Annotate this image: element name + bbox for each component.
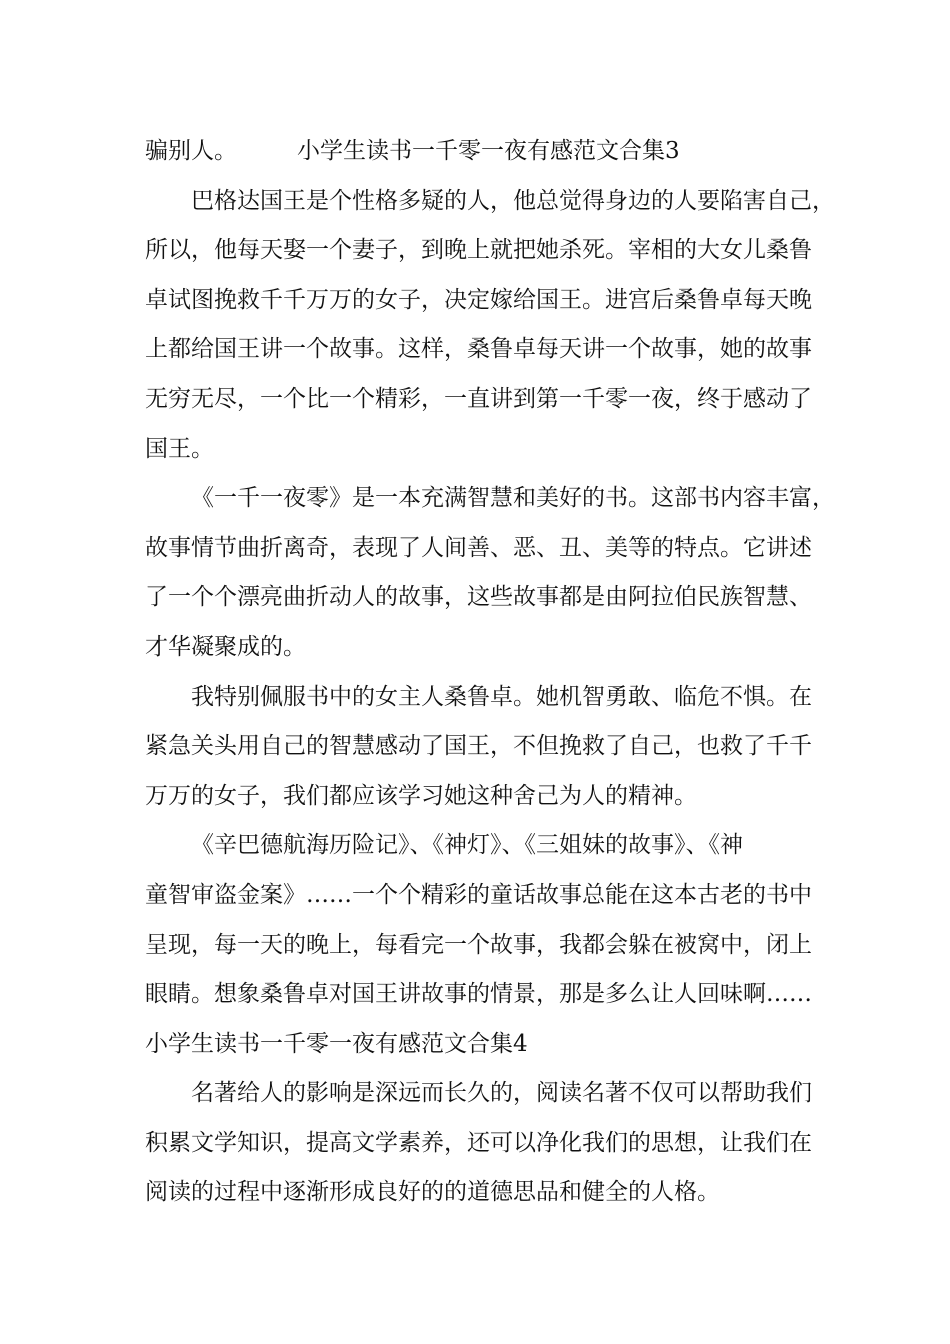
document-body (145, 127, 835, 1218)
previous-text-ending: 骗别人。 (145, 138, 237, 164)
paragraph-line: 故事情节曲折离奇，表现了人间善、恶、丑、美等的特点。它讲述 (145, 534, 812, 561)
paragraph-line: 呈现，每一天的晚上，每看完一个故事，我都会躲在被窝中，闭上 (145, 931, 812, 958)
paragraph-line: 国王。 (145, 435, 214, 462)
section-heading-line (145, 127, 835, 177)
paragraph-line: 眼睛。想象桑鲁卓对国王讲故事的情景，那是多么让人回味啊…… (145, 981, 812, 1008)
paragraph-line: 名著给人的影响是深远而长久的，阅读名著不仅可以帮助我们 (191, 1080, 812, 1107)
paragraph-line: 巴格达国王是个性格多疑的人，他总觉得身边的人要陷害自己， (191, 187, 835, 214)
paragraph-line: 才华凝聚成的。 (145, 633, 306, 660)
section-heading-3: 小学生读书一千零一夜有感范文合集3 (297, 138, 680, 164)
paragraph-line: 了一个个漂亮曲折动人的故事，这些故事都是由阿拉伯民族智慧、 (145, 584, 812, 611)
paragraph-line: 我特别佩服书中的女主人桑鲁卓。她机智勇敢、临危不惧。在 (191, 683, 812, 710)
paragraph-line: 阅读的过程中逐渐形成良好的的道德思品和健全的人格。 (145, 1179, 720, 1206)
paragraph-4 (145, 821, 835, 1019)
paragraph-line: 万万的女子，我们都应该学习她这种舍己为人的精神。 (145, 782, 697, 809)
paragraph-line: 所以，他每天娶一个妻子，到晚上就把她杀死。宰相的大女儿桑鲁 (145, 237, 812, 264)
paragraph-line: 《一千一夜零》是一本充满智慧和美好的书。这部书内容丰富， (191, 485, 835, 512)
paragraph-line: 童智审盗金案》……一个个精彩的童话故事总能在这本古老的书中 (145, 881, 812, 908)
paragraph-3 (145, 673, 835, 822)
paragraph-line: 积累文学知识，提高文学素养，还可以净化我们的思想，让我们在 (145, 1129, 812, 1156)
paragraph-line: 紧急关头用自己的智慧感动了国王，不但挽救了自己，也救了千千 (145, 733, 812, 760)
paragraph-line: 上都给国王讲一个故事。这样，桑鲁卓每天讲一个故事，她的故事 (145, 336, 812, 363)
paragraph-line: 无穷无尽，一个比一个精彩，一直讲到第一千零一夜，终于感动了 (145, 385, 812, 412)
paragraph-1 (145, 177, 835, 475)
paragraph-5 (145, 1069, 835, 1218)
paragraph-line: 卓试图挽救千千万万的女子，决定嫁给国王。进宫后桑鲁卓每天晚 (145, 286, 812, 313)
paragraph-2 (145, 474, 835, 672)
section-heading-4: 小学生读书一千零一夜有感范文合集4 (145, 1030, 528, 1057)
paragraph-line: 《辛巴德航海历险记》、《神灯》、《三姐妹的故事》、《神 (191, 832, 743, 859)
